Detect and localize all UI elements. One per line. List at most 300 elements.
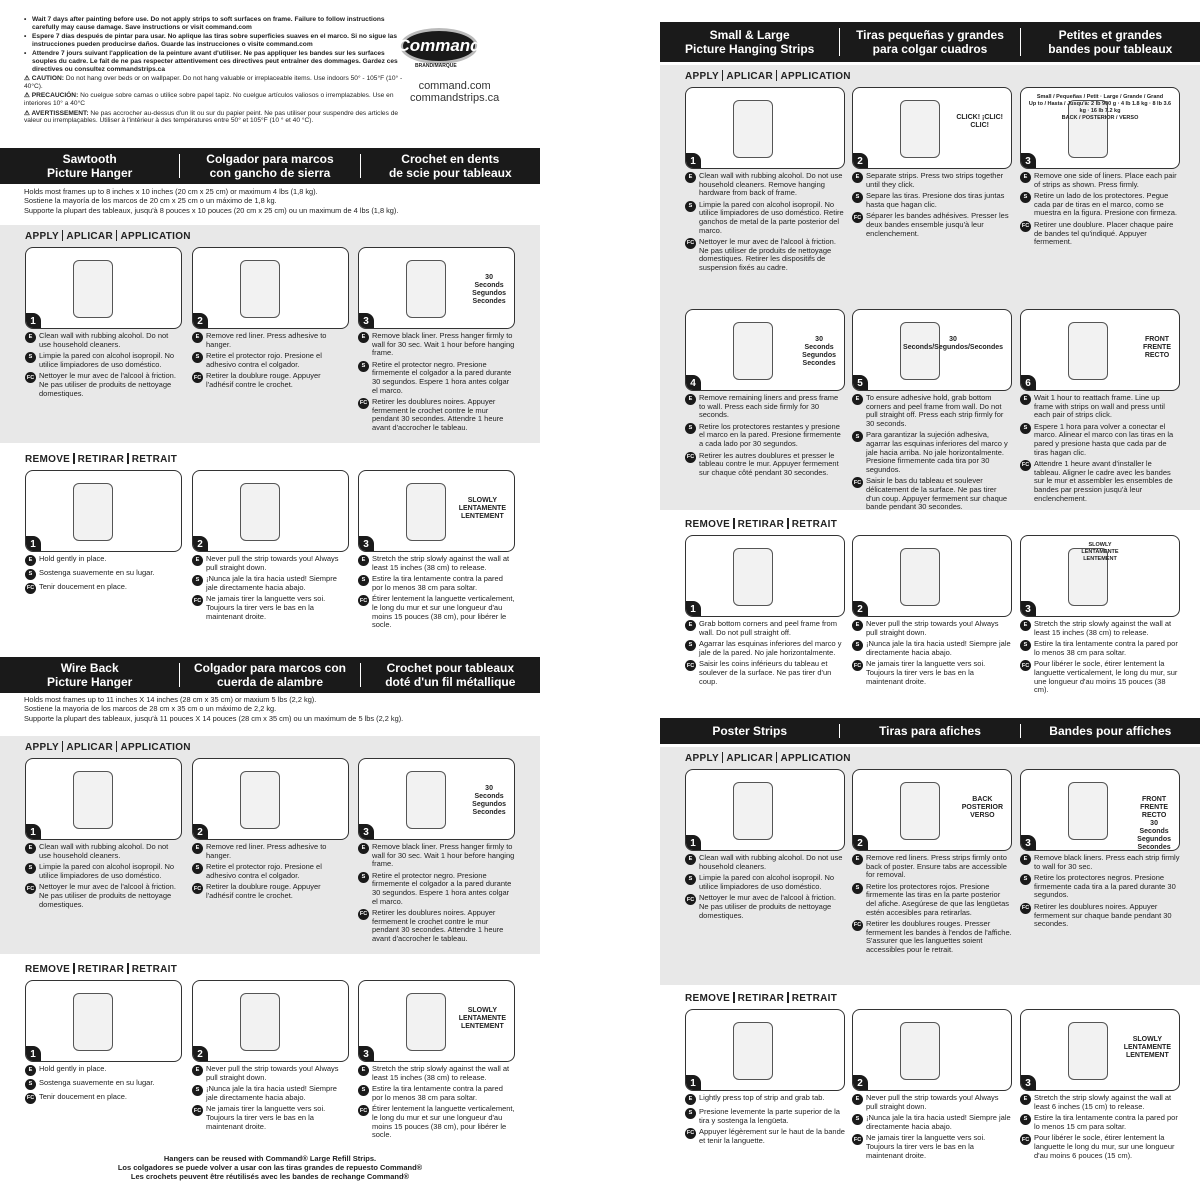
instruction-text: Estire la tira lentamente contra la pared por lo menos 38 cm para soltar.	[372, 1084, 503, 1102]
instruction-text: Never pull the strip towards you! Always pull straight down.	[866, 1093, 999, 1111]
illustration-shape	[1068, 322, 1108, 380]
instruction-e	[358, 843, 515, 869]
instruction-text: Limpie la pared con alcohol isopropil. No utilice limpiadores de uso doméstico. Retire ganchos de metal de la parte posterior del marco.	[699, 199, 844, 235]
section-label-part: APLICAR	[66, 742, 113, 753]
instruction-s	[25, 863, 182, 880]
description-line: Supporte la plupart des tableaux, jusqu'à 11 pouces X 14 pouces (28 cm x 35 cm) ou un maximum de 5 lbs (2,2 kg).	[24, 713, 404, 723]
instruction-fc	[358, 909, 515, 943]
caution-es: ⚠ PRECAUCIÓN: No cuelgue sobre camas o utilice sobre papel tapiz. No cuelgue artículos valiosos o irremplazables. Use en interiores 10° a 40°C	[24, 92, 394, 107]
instruction-e	[1020, 854, 1180, 871]
step-number-badge: 1	[25, 536, 41, 552]
language-badge-s: S	[1020, 1114, 1031, 1125]
instruction-text: Retire el protector rojo. Presione el adhesivo contra el colgador.	[206, 862, 322, 880]
step-3	[1020, 87, 1180, 247]
step-number-badge: 3	[358, 1046, 374, 1062]
language-badge-s: S	[25, 1079, 36, 1090]
instruction-text: Retire un lado de los protectores. Pegue cada par de tiras en el marco, como se muestra en la figura. Presione con firmeza.	[1034, 191, 1177, 218]
instruction-s	[358, 361, 515, 395]
instruction-text: Remove remaining liners and press frame to wall. Press each side firmly for 30 seconds.	[699, 393, 839, 420]
step-number-badge: 1	[25, 824, 41, 840]
instruction-fc	[1020, 460, 1180, 503]
instruction-text: Tenir doucement en place.	[39, 582, 127, 591]
instruction-s	[852, 192, 1012, 209]
instruction-text: Stretch the strip slowly against the wall at least 15 inches (38 cm) to release.	[1034, 619, 1172, 637]
section-label	[25, 230, 191, 242]
step-number-badge: 1	[685, 1075, 701, 1091]
step-2	[192, 247, 349, 390]
language-badge-e: E	[852, 620, 863, 631]
language-badge-fc: FC	[192, 1105, 203, 1116]
step-number-badge: 3	[358, 313, 374, 329]
instruction-e	[1020, 1094, 1180, 1111]
label-divider	[73, 963, 75, 974]
step-number-badge: 2	[192, 536, 208, 552]
instruction-text: ¡Nunca jale la tira hacia usted! Siempre jale directamente hacia abajo.	[206, 1084, 337, 1102]
instruction-fc	[192, 883, 349, 900]
instruction-e	[685, 172, 845, 198]
illustration-shape	[1068, 782, 1108, 840]
instruction-text: Remove one side of liners. Place each pair of strips as shown. Press firmly.	[1034, 171, 1177, 189]
instruction-e	[192, 1065, 349, 1082]
step-illustration	[25, 758, 182, 840]
step-number-badge: 1	[685, 601, 701, 617]
instruction-text: Wait 1 hour to reattach frame. Line up frame with strips on wall and press until each pair of strips click.	[1034, 393, 1165, 420]
step-number-badge: 2	[852, 601, 868, 617]
language-badge-s: S	[358, 575, 369, 586]
instruction-e	[358, 555, 515, 572]
panel-title: Crochet en dents de scie pour tableaux	[388, 152, 512, 180]
language-badge-s: S	[192, 1085, 203, 1096]
section-label-part: APPLICATION	[780, 71, 851, 82]
step-number-badge: 2	[192, 824, 208, 840]
language-badge-fc: FC	[25, 1093, 36, 1104]
language-badge-s: S	[25, 569, 36, 580]
illustration-text: SLOWLY LENTAMENTE LENTEMENT	[458, 497, 506, 520]
instruction-fc	[685, 238, 845, 272]
language-badge-e: E	[192, 1065, 203, 1076]
step-2	[192, 980, 349, 1131]
illustration-text: Small / Pequeñas / Petit · Large / Grande / Grand Up to / Hasta / Jusqu'à: 2 lb 900 g · 4 lb 1.8 kg · 8 lb 3.6 kg · 16 lb 7.2 kg BACK / POSTERIOR / VERSO	[1028, 94, 1172, 121]
instruction-e	[358, 332, 515, 358]
step-number-badge: 2	[852, 835, 868, 851]
instruction-text: Sostenga suavemente en su lugar.	[39, 1078, 155, 1087]
section-label-part: APPLICATION	[780, 753, 851, 764]
instruction-text: Remove black liner. Press hanger firmly to wall for 30 sec. Wait 1 hour before hanging frame.	[372, 842, 515, 869]
instruction-text: Presione levemente la parte superior de la tira y sostenga la lengüeta.	[699, 1107, 840, 1125]
instruction-fc	[685, 1128, 845, 1145]
instruction-fc	[192, 1105, 349, 1131]
language-badge-s: S	[852, 431, 863, 442]
instruction-fc	[852, 477, 1012, 511]
instruction-s	[852, 883, 1012, 917]
instruction-text: Agarrar las esquinas inferiores del marco y jale de la pared. No jale horizontalmente.	[699, 639, 842, 657]
instruction-fc	[358, 1105, 515, 1139]
illustration-text: 30 Seconds/Segundos/Secondes	[903, 336, 1003, 351]
instruction-text: Clean wall with rubbing alcohol. Do not use household cleaners.	[699, 853, 843, 871]
language-badge-e: E	[685, 394, 696, 405]
instruction-fc	[1020, 1134, 1180, 1160]
panel-title: Crochet pour tableaux doté d'un fil métallique	[385, 661, 516, 689]
label-divider	[116, 741, 118, 752]
footer-es: Los colgadores se puede volver a usar con las tiras grandes de repuesto Command®	[117, 1163, 423, 1172]
step-illustration	[358, 470, 515, 552]
instruction-text: Retire los protectores rojos. Presione firmemente las tiras en la parte posterior del afiche. Asegúrese de que las lengüetas estén accesibles para retirarlas.	[866, 881, 1010, 917]
instruction-text: Séparer les bandes adhésives. Presser les deux bandes ensemble jusqu'à leur enclenchement.	[866, 211, 1009, 238]
illustration-shape	[240, 483, 280, 541]
instruction-text: Never pull the strip towards you! Always pull straight down.	[866, 619, 999, 637]
panel-title: Tiras para afiches	[840, 724, 1020, 738]
language-badge-e: E	[358, 843, 369, 854]
instruction-text: Retire los protectores negros. Presione firmemente cada tira a la pared durante 30 segundos.	[1034, 873, 1176, 900]
section-label-part: RETIRAR	[77, 454, 125, 465]
step-2	[852, 535, 1012, 686]
instruction-text: To ensure adhesive hold, grab bottom corners and peel frame from wall. Do not pull straight off. Press each strip firmly for 30 seconds.	[866, 393, 1004, 428]
language-badge-e: E	[852, 854, 863, 865]
instruction-text: Stretch the strip slowly against the wall at least 15 inches (38 cm) to release.	[372, 554, 510, 572]
instruction-text: Espere 1 hora para volver a conectar el marco. Alinear el marco con las tiras en la pared y presione hasta que cada par de tiras hagan clic.	[1034, 421, 1174, 457]
language-badge-fc: FC	[358, 595, 369, 606]
instruction-e	[25, 555, 182, 566]
step-2	[852, 769, 1012, 955]
label-divider	[733, 992, 735, 1003]
instruction-s	[192, 575, 349, 592]
step-illustration	[358, 247, 515, 329]
instruction-text: Limpie la pared con alcohol isopropil. No utilice limpiadores de uso doméstico.	[39, 351, 175, 369]
step-2	[192, 470, 349, 621]
footer-fr: Les crochets peuvent être réutilisés avec les bandes de rechange Command®	[130, 1172, 410, 1181]
instruction-e	[358, 1065, 515, 1082]
apply-section	[0, 225, 540, 443]
illustration-shape	[733, 782, 773, 840]
instruction-text: Nettoyer le mur avec de l'alcool à friction. Ne pas utiliser de produits de nettoyage domestiques. Retirer les dispositifs de suspension fixés au cadre.	[699, 237, 836, 272]
language-badge-e: E	[1020, 620, 1031, 631]
label-divider	[722, 752, 724, 763]
label-divider	[722, 70, 724, 81]
instruction-text: Separate strips. Press two strips together until they click.	[866, 171, 1004, 189]
language-badge-fc: FC	[852, 1134, 863, 1145]
instruction-text: Étirer lentement la languette verticalement, le long du mur et sur une longueur d'au moins 15 pouces (38 cm), pour libérer le socle.	[372, 1104, 515, 1140]
step-number-badge: 3	[1020, 601, 1036, 617]
language-badge-fc: FC	[1020, 660, 1031, 671]
instruction-text: Ne jamais tirer la languette vers soi. Toujours la tirer vers le bas en la maintenant droite.	[206, 594, 326, 621]
panel-title: Poster Strips	[660, 724, 840, 738]
url-commandstrips[interactable]: commandstrips.ca	[410, 92, 500, 104]
step-1	[25, 470, 182, 594]
step-illustration	[685, 535, 845, 617]
instruction-text: Nettoyer le mur avec de l'alcool à friction. Ne pas utiliser de produits de nettoyage domestiques.	[39, 882, 176, 909]
instruction-s	[192, 352, 349, 369]
language-badge-e: E	[685, 1094, 696, 1105]
instruction-text: Estire la tira lentamente contra la pared por lo menos 15 cm para soltar.	[1034, 1113, 1178, 1131]
language-badge-fc: FC	[192, 372, 203, 383]
instruction-s	[852, 640, 1012, 657]
language-badge-fc: FC	[1020, 460, 1031, 471]
instruction-text: Appuyer légèrement sur le haut de la bande et tenir la languette.	[699, 1127, 845, 1145]
instruction-fc	[852, 1134, 1012, 1160]
instruction-s	[1020, 192, 1180, 218]
instruction-text: Clean wall with rubbing alcohol. Do not use household cleaners. Remove hanging hardware from back of frame.	[699, 171, 843, 198]
instruction-s	[1020, 1114, 1180, 1131]
section-label	[685, 518, 837, 530]
step-number-badge: 2	[192, 313, 208, 329]
panel-title: Tiras pequeñas y grandes para colgar cuadros	[840, 28, 1020, 56]
step-number-badge: 2	[192, 1046, 208, 1062]
section-label-part: APPLY	[685, 71, 719, 82]
step-number-badge: 1	[25, 313, 41, 329]
section-label-part: RETIRAR	[77, 964, 125, 975]
language-badge-e: E	[192, 843, 203, 854]
instruction-e	[852, 620, 1012, 637]
language-badge-e: E	[192, 555, 203, 566]
step-illustration	[25, 247, 182, 329]
language-badge-s: S	[852, 192, 863, 203]
step-illustration	[852, 1009, 1012, 1091]
language-badge-e: E	[852, 394, 863, 405]
instruction-text: Estire la tira lentamente contra la pared por lo menos 38 cm para soltar.	[1034, 639, 1178, 657]
instruction-text: Stretch the strip slowly against the wall at least 15 inches (38 cm) to release.	[372, 1064, 510, 1082]
instruction-text: Sostenga suavemente en su lugar.	[39, 568, 155, 577]
panel-description	[0, 695, 540, 723]
label-divider	[787, 992, 789, 1003]
language-badge-fc: FC	[685, 660, 696, 671]
instruction-text: Retirer les doublures noires. Appuyer fermement sur chaque bande pendant 30 secondes.	[1034, 901, 1172, 929]
instruction-fc	[685, 894, 845, 920]
instruction-text: Saisir les coins inférieurs du tableau et soulever de la surface. Ne pas tirer d'un coup.	[699, 659, 832, 686]
panel-title: Petites et grandes bandes pour tableaux	[1048, 28, 1173, 56]
language-badge-s: S	[685, 423, 696, 434]
step-number-badge: 1	[685, 835, 701, 851]
instruction-fc	[852, 920, 1012, 954]
instruction-s	[192, 863, 349, 880]
step-number-badge: 2	[852, 1075, 868, 1091]
illustration-text: 30 Seconds Segundos Secondes	[802, 336, 836, 367]
section-label-part: RETRAIT	[791, 993, 838, 1004]
instruction-s	[852, 1114, 1012, 1131]
step-illustration	[685, 87, 845, 169]
language-badge-e: E	[358, 332, 369, 343]
instruction-text: Hold gently in place.	[39, 1064, 107, 1073]
instruction-text: Pour libérer le socle, étirer lentement la languette verticalement, le long du mur, sur une longueur d'au moins 15 pouces (38 cm).	[1034, 659, 1178, 695]
footer-en: Hangers can be reused with Command® Large Refill Strips.	[163, 1154, 377, 1163]
warning-en: • Wait 7 days after painting before use. Do not apply strips to soft surfaces on frame. Failure to follow instructions carefully may cause damage. Save instructions or visit command.com	[24, 16, 404, 31]
language-badge-e: E	[685, 172, 696, 183]
instruction-s	[25, 352, 182, 369]
instruction-text: Never pull the strip towards you! Always pull straight down.	[206, 554, 339, 572]
section-label-part: APLICAR	[66, 231, 113, 242]
caution-fr: ⚠ AVERTISSEMENT: Ne pas accrocher au-dessus d'un lit ou sur du papier peint. Ne pas utiliser pour suspendre des articles de valeur ou irremplaçables. Utiliser à l'intérieur à des températures entre 50° et 105°F (10 ° et 40 °C).	[24, 109, 399, 125]
instruction-s	[852, 431, 1012, 474]
instruction-s	[685, 423, 845, 449]
instruction-text: Hold gently in place.	[39, 554, 107, 563]
illustration-shape	[406, 993, 446, 1051]
instruction-text: Retire el protector negro. Presione firmemente el colgador a la pared durante 30 segundos. Espere 1 hora antes colgar el marco.	[372, 359, 512, 395]
instruction-text: Pour libérer le socle, étirer lentement la languette le long du mur, sur une longueur d'au moins 6 pouces (15 cm).	[1034, 1133, 1175, 1160]
instruction-text: Tenir doucement en place.	[39, 1092, 127, 1101]
section-label	[685, 992, 837, 1004]
step-illustration	[192, 980, 349, 1062]
instruction-text: Retire los protectores restantes y presione el marco en la pared. Presione firmemente a cada lado por 30 segundos.	[699, 421, 841, 448]
instruction-text: Attendre 1 heure avant d'installer le tableau. Aligner le cadre avec les bandes sur le mur et assembler les ensembles de bandes par pression jusqu'à leur enclenchement.	[1034, 459, 1173, 503]
language-badge-fc: FC	[358, 398, 369, 409]
illustration-shape	[73, 260, 113, 318]
step-3	[1020, 769, 1180, 929]
language-badge-s: S	[685, 1108, 696, 1119]
brand-label: BRAND/MARQUE	[415, 63, 457, 69]
instruction-e	[685, 620, 845, 637]
language-badge-fc: FC	[685, 894, 696, 905]
section-label-part: RETRAIT	[131, 454, 178, 465]
language-badge-e: E	[25, 555, 36, 566]
language-badge-s: S	[685, 640, 696, 651]
warning-fr: • Attendre 7 jours suivant l'application de la peinture avant d'utiliser. Ne pas appliquer les bandes sur les surfaces souples du cadre. Le fait de ne pas respecter attentivement ces directives peut entraîner des dommages. Gardez ces directives ou consultez commandstrips.ca	[24, 50, 404, 73]
step-illustration	[852, 535, 1012, 617]
step-6	[1020, 309, 1180, 503]
section-label-part: RETIRAR	[737, 519, 785, 530]
url-command[interactable]: command.com	[418, 80, 491, 92]
instruction-s	[685, 874, 845, 891]
illustration-shape	[240, 771, 280, 829]
language-badge-e: E	[852, 172, 863, 183]
instruction-text: Para garantizar la sujeción adhesiva, agarrar las esquinas inferiores del marco y jale hacia arriba. No jale horizontalmente. Presione firmemente cada tira por 30 segundos.	[866, 430, 1008, 474]
warnings-block	[24, 16, 404, 127]
instruction-text: ¡Nunca jale la tira hacia usted! Siempre jale directamente hacia abajo.	[866, 639, 1011, 657]
illustration-shape	[406, 260, 446, 318]
instruction-e	[685, 1094, 845, 1105]
instruction-text: ¡Nunca jale la tira hacia usted! Siempre jale directamente hacia abajo.	[866, 1113, 1011, 1131]
panel-title: Small & Large Picture Hanging Strips	[660, 28, 840, 56]
step-illustration	[25, 980, 182, 1062]
instruction-e	[192, 332, 349, 349]
illustration-text: BACK POSTERIOR VERSO	[961, 796, 1003, 819]
panel-title: Sawtooth Picture Hanger	[0, 154, 180, 178]
instruction-e	[25, 332, 182, 349]
instruction-text: Nettoyer le mur avec de l'alcool à friction. Ne pas utiliser de produits de nettoyage domestiques.	[699, 893, 836, 920]
instruction-s	[685, 201, 845, 235]
instruction-text: Estire la tira lentamente contra la pared por lo menos 38 cm para soltar.	[372, 574, 503, 592]
language-badge-e: E	[25, 332, 36, 343]
language-badge-fc: FC	[25, 583, 36, 594]
instruction-text: Grab bottom corners and peel frame from wall. Do not pull straight off.	[699, 619, 837, 637]
language-badge-s: S	[358, 361, 369, 372]
instruction-text: Retirer les autres doublures et presser le tableau contre le mur. Appuyer fermement sur chaque côté pendant 30 secondes.	[699, 450, 839, 477]
instruction-text: Retirer une doublure. Placer chaque paire de bandes tel qu'indiqué. Appuyer fermement.	[1034, 219, 1174, 247]
illustration-shape	[73, 483, 113, 541]
illustration-text: CLICK! ¡CLIC! CLIC!	[956, 114, 1003, 129]
instruction-s	[1020, 423, 1180, 457]
instruction-text: Retire el protector negro. Presione firmemente el colgador a la pared durante 30 segundos. Espere 1 hora antes colgar el marco.	[372, 870, 512, 906]
illustration-shape	[406, 483, 446, 541]
panel-title: Bandes pour affiches	[1049, 724, 1172, 738]
instruction-fc	[852, 212, 1012, 238]
step-number-badge: 3	[1020, 153, 1036, 169]
section-label	[685, 752, 851, 764]
illustration-shape	[900, 100, 940, 158]
step-illustration	[1020, 1009, 1180, 1091]
language-badge-fc: FC	[192, 883, 203, 894]
instruction-s	[358, 575, 515, 592]
instruction-s	[25, 1079, 182, 1090]
language-badge-s: S	[1020, 874, 1031, 885]
label-divider	[116, 230, 118, 241]
language-badge-e: E	[1020, 172, 1031, 183]
instruction-e	[25, 1065, 182, 1076]
illustration-shape	[240, 993, 280, 1051]
language-badge-s: S	[358, 872, 369, 883]
language-badge-fc: FC	[852, 212, 863, 223]
instruction-s	[685, 1108, 845, 1125]
instruction-fc	[25, 372, 182, 398]
instruction-text: Retirer la doublure rouge. Appuyer l'adhésif contre le crochet.	[206, 371, 321, 389]
instruction-fc	[192, 372, 349, 389]
language-badge-e: E	[685, 854, 696, 865]
instruction-fc	[192, 595, 349, 621]
illustration-text: 30 Seconds Segundos Secondes	[472, 785, 506, 816]
language-badge-e: E	[852, 1094, 863, 1105]
step-number-badge: 3	[1020, 1075, 1036, 1091]
instruction-text: Saisir le bas du tableau et soulever délicatement de la surface. Ne pas tirer d'un coup. Appuyer fermement sur chaque bande pendant 30 secondes.	[866, 476, 1008, 512]
instruction-e	[1020, 172, 1180, 189]
section-label-part: REMOVE	[25, 964, 71, 975]
instruction-fc	[25, 883, 182, 909]
instruction-e	[685, 394, 845, 420]
label-divider	[787, 518, 789, 529]
step-illustration	[192, 247, 349, 329]
panel-title-bar-wireback	[0, 657, 540, 693]
step-number-badge: 1	[25, 1046, 41, 1062]
apply-section	[660, 747, 1200, 985]
illustration-shape	[73, 993, 113, 1051]
section-label	[25, 741, 191, 753]
step-3	[358, 758, 515, 944]
section-label-part: RETRAIT	[131, 964, 178, 975]
section-label-part: APPLICATION	[120, 231, 191, 242]
instruction-fc	[685, 660, 845, 686]
footer-note	[0, 1154, 540, 1181]
language-badge-fc: FC	[25, 883, 36, 894]
illustration-text: SLOWLY LENTAMENTE LENTEMENT	[458, 1007, 506, 1030]
step-illustration	[192, 470, 349, 552]
instruction-s	[358, 872, 515, 906]
language-badge-fc: FC	[25, 372, 36, 383]
illustration-shape	[73, 771, 113, 829]
instruction-text: Remove red liners. Press strips firmly onto back of poster. Ensure tabs are accessible for removal.	[866, 853, 1007, 880]
language-badge-s: S	[685, 874, 696, 885]
step-1	[25, 247, 182, 398]
language-badge-s: S	[1020, 192, 1031, 203]
language-badge-s: S	[685, 201, 696, 212]
instruction-text: Remove black liners. Press each strip firmly to wall for 30 sec.	[1034, 853, 1180, 871]
step-number-badge: 3	[358, 536, 374, 552]
step-number-badge: 6	[1020, 375, 1036, 391]
description-line: Holds most frames up to 11 inches X 14 inches (28 cm x 35 cm) or maxium 5 lbs (2,2 kg).	[24, 695, 317, 704]
instruction-fc	[25, 583, 182, 594]
step-illustration	[852, 87, 1012, 169]
illustration-shape	[733, 322, 773, 380]
language-badge-fc: FC	[1020, 221, 1031, 232]
section-label-part: REMOVE	[685, 993, 731, 1004]
step-1	[25, 980, 182, 1104]
instruction-fc	[685, 452, 845, 478]
section-label-part: APPLY	[25, 742, 59, 753]
instruction-text: ¡Nunca jale la tira hacia usted! Siempre jale directamente hacia abajo.	[206, 574, 337, 592]
instruction-text: Remove red liner. Press adhesive to hanger.	[206, 842, 327, 860]
apply-section	[0, 736, 540, 954]
apply-section	[660, 65, 1200, 510]
instruction-e	[1020, 394, 1180, 420]
step-4	[685, 309, 845, 477]
language-badge-s: S	[1020, 423, 1031, 434]
language-badge-fc: FC	[685, 452, 696, 463]
